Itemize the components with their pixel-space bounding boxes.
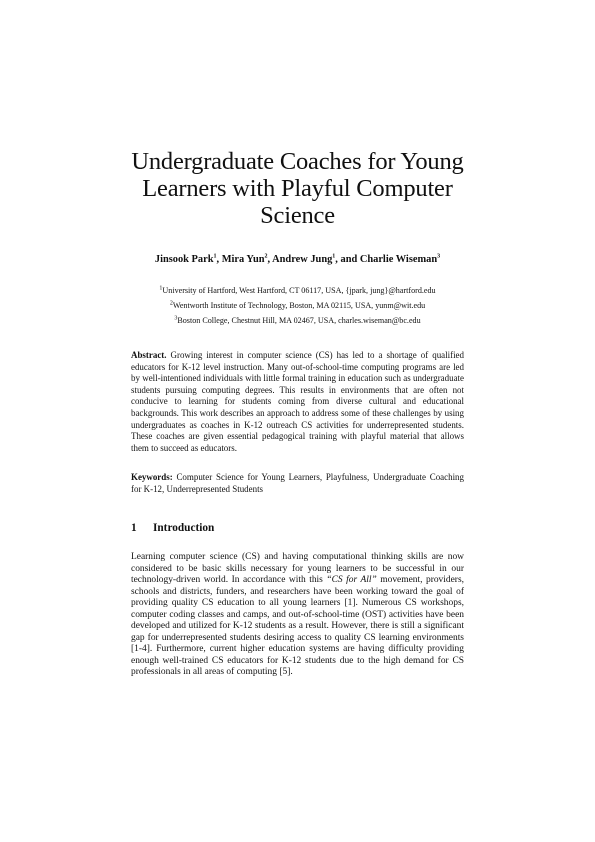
intro-text: movement, providers, schools and districts, funders, and researchers have been working toward the goal of providing quality CS education to all young learners [1]. Numerous CS workshops, computer coding classes and camps, and out-of-school-time (OST) activities have been developed and utilized for K-12 students as a result. However, there is still a significant gap for underrepresented students desiring access to quality CS learning environments [1-4]. Furthermore, current higher education systems are having difficulty providing enough well-trained CS educators for K-12 students due to the high demand for CS professionals in all areas of computing [5]. — [131, 575, 464, 678]
affiliation — [100, 298, 495, 313]
section-heading — [131, 522, 214, 534]
affiliation-marker: 2 — [169, 300, 173, 307]
abstract-text: Growing interest in computer science (CS) has led to a shortage of qualified educators for K-12 level instruction. Many out-of-school-time computing programs are led by well-intentioned individuals with little formal training in education such as undergraduate students pursuing computing degrees. This results in environments that are often not conducive to learning for students coming from diverse cultural and educational backgrounds. This work describes an approach to address some of these challenges by using undergraduates as coaches in K-12 outreach CS activities for underrepresented students. These coaches are given essential pedagogical training with playful material that allows them to succeed as educators. — [131, 350, 464, 453]
author-separator: , — [216, 254, 222, 265]
title-line: Learners with Playful Computer — [142, 175, 453, 202]
affiliation-marker: 1 — [159, 285, 163, 292]
intro-emphasis: “CS for All” — [326, 575, 377, 586]
keywords — [131, 472, 464, 495]
abstract-label: Abstract. — [131, 350, 167, 360]
abstract — [131, 350, 464, 454]
affiliation-text: Boston College, Chestnut Hill, MA 02467, USA, charles.wiseman@bc.edu — [177, 316, 421, 325]
affiliation-marker: 3 — [174, 315, 178, 322]
author-affil-marker: 3 — [437, 253, 441, 260]
author-name: Jinsook Park — [154, 254, 214, 265]
author-name: Charlie Wiseman — [359, 254, 438, 265]
keywords-label: Keywords: — [131, 472, 173, 482]
author-separator: , and — [335, 254, 360, 265]
section-number: 1 — [131, 522, 137, 534]
author-name: Andrew Jung — [272, 254, 333, 265]
section-title: Introduction — [153, 522, 215, 534]
intro-text: Learning computer science (CS) and having computational thinking skills are now considered to be basic skills necessary for young learners to be successful in our technology-driven world. In accordance with this — [131, 552, 464, 586]
author-name: Mira Yun — [221, 254, 265, 265]
author-list — [100, 253, 495, 266]
paper-title — [120, 148, 475, 229]
affiliation-text: University of Hartford, West Hartford, CT 06117, USA, {jpark, jung}@hartford.edu — [162, 286, 436, 295]
title-line: Undergraduate Coaches for Young — [131, 148, 464, 175]
author-separator: , — [267, 254, 273, 265]
affiliation — [100, 283, 495, 298]
introduction-paragraph — [131, 552, 464, 679]
keywords-text: Computer Science for Young Learners, Playfulness, Undergraduate Coaching for K-12, Underrepresented Students — [131, 472, 464, 494]
title-line: Science — [260, 202, 335, 229]
author-affil-marker: 2 — [264, 253, 268, 260]
author-affil-marker: 1 — [213, 253, 217, 260]
author-affil-marker: 1 — [332, 253, 336, 260]
affiliation — [100, 313, 495, 328]
affiliation-text: Wentworth Institute of Technology, Boston, MA 02115, USA, yunm@wit.edu — [172, 301, 426, 310]
affiliation-list — [100, 283, 495, 328]
